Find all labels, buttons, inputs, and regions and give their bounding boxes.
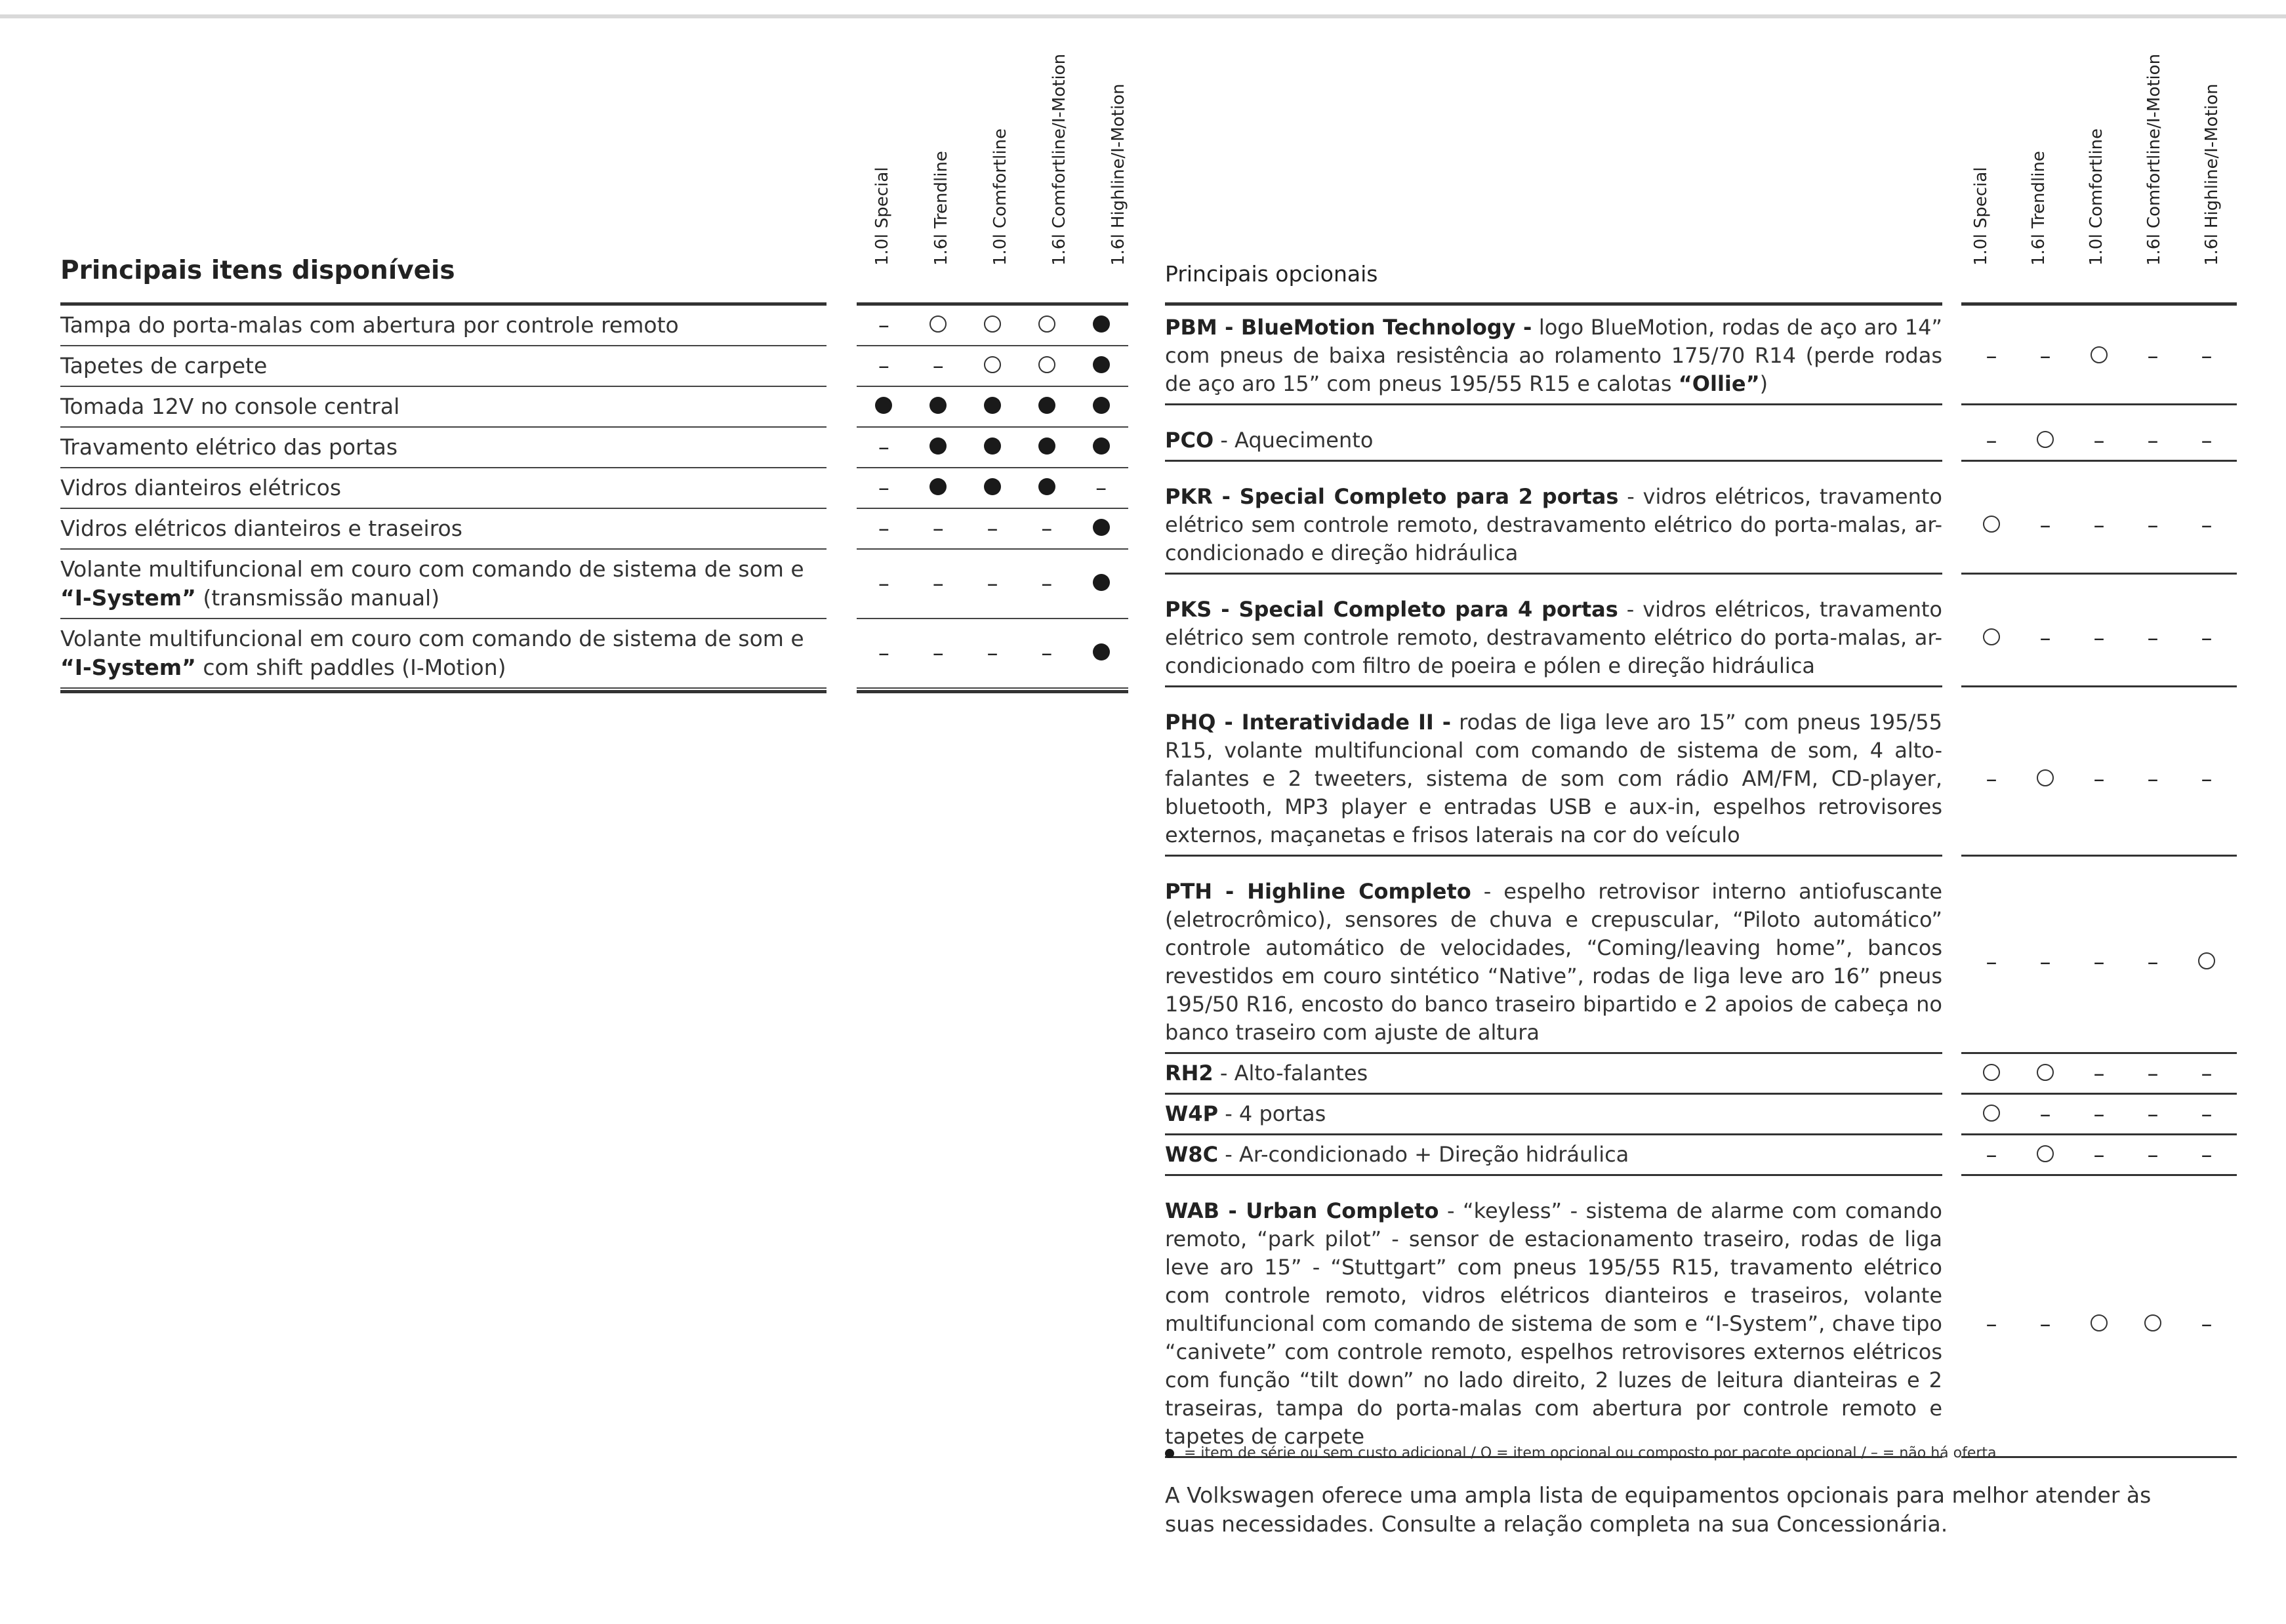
not-offered-dash-icon: [2127, 1061, 2179, 1087]
option-description: PKS - Special Completo para 4 portas - vidros elétricos, travamento elétrico sem controle remoto, destravamento elétrico do porta-malas, ar-condicionado com filtro de poeira e pólen e direção hidráulica: [1165, 590, 1942, 687]
item-label: Vidros elétricos dianteiros e traseiros: [60, 516, 462, 541]
not-offered-dash-icon: [2180, 1142, 2233, 1168]
availability-marks: [857, 468, 1128, 508]
not-offered-dash-icon: [966, 571, 1020, 597]
table-row: [60, 509, 1128, 550]
not-offered-dash-icon: [2019, 1101, 2072, 1127]
optional-item-ring-icon: [1965, 512, 2018, 538]
availability-marks: [1961, 872, 2237, 1054]
option-code: PHQ - Interatividade II -: [1165, 710, 1452, 735]
option-description: W4P - 4 portas: [1165, 1095, 1942, 1135]
optional-item-ring-icon: [1965, 625, 2018, 651]
standard-item-dot-icon: [1074, 353, 1128, 379]
legend-text: = item de série ou sem custo adicional / O = item opcional ou composto por pacote opcional / – = não há oferta: [1179, 1445, 1997, 1461]
not-offered-dash-icon: [1019, 571, 1074, 597]
availability-marks: [1961, 421, 2237, 462]
availability-marks: [1961, 1054, 2237, 1095]
not-offered-dash-icon: [2073, 766, 2125, 792]
not-offered-dash-icon: [2127, 1142, 2179, 1168]
standard-item-dot-icon: [1074, 434, 1128, 460]
option-description: RH2 - Alto-falantes: [1165, 1054, 1942, 1095]
standard-item-dot-icon: [1074, 394, 1128, 420]
table-row: [1165, 1135, 2237, 1176]
option-code: W4P: [1165, 1101, 1219, 1126]
left-col-header: 1.0l Special: [872, 167, 892, 266]
standard-item-dot-icon: [857, 394, 911, 420]
table-row: [60, 550, 1128, 619]
standard-item-dot-icon: [966, 475, 1020, 501]
top-border: [0, 14, 2286, 18]
optional-item-ring-icon: [2073, 1311, 2125, 1337]
optional-item-ring-icon: [1965, 1101, 2018, 1127]
right-col-header: 1.0l Special: [1971, 167, 1991, 266]
not-offered-dash-icon: [2127, 343, 2179, 369]
not-offered-dash-icon: [911, 353, 966, 379]
legend: [1165, 1445, 1997, 1461]
optional-item-ring-icon: [2180, 949, 2233, 975]
optional-item-ring-icon: [966, 353, 1020, 379]
left-col-header: 1.6l Comfortline/I-Motion: [1050, 53, 1069, 266]
table-row: [1165, 1192, 2237, 1458]
option-code: PKS - Special Completo para 4 portas: [1165, 597, 1618, 622]
right-col-header: 1.0l Comfortline: [2087, 128, 2106, 266]
table-row: [1165, 590, 2237, 687]
not-offered-dash-icon: [2019, 949, 2072, 975]
availability-marks: [857, 346, 1128, 386]
not-offered-dash-icon: [2180, 1311, 2233, 1337]
table-row: [60, 346, 1128, 387]
not-offered-dash-icon: [2127, 766, 2179, 792]
table-row: [60, 306, 1128, 346]
right-table-title: Principais opcionais: [1165, 261, 1378, 287]
optional-item-ring-icon: [911, 312, 966, 338]
optional-item-ring-icon: [966, 312, 1020, 338]
not-offered-dash-icon: [2180, 1061, 2233, 1087]
optional-item-ring-icon: [2019, 1142, 2072, 1168]
item-label: Tapetes de carpete: [60, 353, 268, 378]
not-offered-dash-icon: [1019, 640, 1074, 666]
standard-item-dot-icon: [966, 394, 1020, 420]
optional-item-ring-icon: [1965, 1061, 2018, 1087]
optional-item-ring-icon: [1019, 353, 1074, 379]
option-code: W8C: [1165, 1142, 1219, 1167]
option-code: PBM - BlueMotion Technology -: [1165, 315, 1532, 340]
option-code: PTH - Highline Completo: [1165, 879, 1471, 904]
not-offered-dash-icon: [2127, 949, 2179, 975]
table-row: [60, 619, 1128, 689]
not-offered-dash-icon: [2073, 1061, 2125, 1087]
standard-item-dot-icon: [1074, 312, 1128, 338]
left-column-headers: [853, 39, 1128, 285]
item-label: Volante multifuncional em couro com comando de sistema de som e “I-System” com shift paddles (I-Motion): [60, 626, 804, 680]
optional-item-ring-icon: [2019, 428, 2072, 454]
table-row: [1165, 421, 2237, 462]
availability-marks: [1961, 590, 2237, 687]
table-row: [60, 387, 1128, 428]
left-table-body: [60, 306, 1128, 689]
left-col-header: 1.6l Highline/I-Motion: [1109, 83, 1128, 266]
availability-marks: [1961, 1095, 2237, 1135]
not-offered-dash-icon: [2127, 428, 2179, 454]
not-offered-dash-icon: [2073, 1142, 2125, 1168]
table-row: [1165, 872, 2237, 1054]
right-top-rule: [1165, 302, 1942, 306]
right-col-header: 1.6l Comfortline/I-Motion: [2144, 53, 2164, 266]
standard-item-dot-icon: [1074, 516, 1128, 542]
not-offered-dash-icon: [2019, 512, 2072, 538]
availability-marks: [1961, 1192, 2237, 1458]
standard-item-dot-icon: [911, 394, 966, 420]
not-offered-dash-icon: [1074, 475, 1128, 501]
not-offered-dash-icon: [911, 640, 966, 666]
not-offered-dash-icon: [2073, 625, 2125, 651]
optional-item-ring-icon: [1019, 312, 1074, 338]
not-offered-dash-icon: [2127, 512, 2179, 538]
right-table-body: [1165, 308, 2237, 1458]
not-offered-dash-icon: [2073, 949, 2125, 975]
option-description: PBM - BlueMotion Technology - logo BlueMotion, rodas de aço aro 14” com pneus de baixa resistência ao rolamento 175/70 R14 (perde rodas de aço aro 15” com pneus 195/55 R15 e calotas “Ollie”): [1165, 308, 1942, 405]
not-offered-dash-icon: [2127, 625, 2179, 651]
option-description: WAB - Urban Completo - “keyless” - sistema de alarme com comando remoto, “park pilot” - sensor de estacionamento traseiro, rodas de liga leve aro 15” - “Stuttgart” com pneus 195/55 R15, travamento elétrico com controle remoto, vidros elétricos dianteiros e traseiros, volante multifuncional com comando de sistema de som e “I-System”, chave tipo “canivete” com controle remoto, espelhos retrovisores externos elétricos com função “tilt down” no lado direito, 2 luzes de leitura dianteiras e 2 traseiras, tampa do porta-malas com abertura por controle remoto e tapetes de carpete: [1165, 1192, 1942, 1458]
optional-item-ring-icon: [2073, 343, 2125, 369]
not-offered-dash-icon: [857, 475, 911, 501]
availability-marks: [857, 619, 1128, 687]
item-label: Vidros dianteiros elétricos: [60, 475, 342, 500]
not-offered-dash-icon: [2019, 625, 2072, 651]
availability-marks: [1961, 703, 2237, 857]
standard-item-dot-icon: [911, 475, 966, 501]
standard-item-dot-icon: [1019, 434, 1074, 460]
not-offered-dash-icon: [2180, 625, 2233, 651]
not-offered-dash-icon: [2180, 512, 2233, 538]
not-offered-dash-icon: [966, 516, 1020, 542]
left-bottom-rule: [857, 690, 1128, 693]
not-offered-dash-icon: [1019, 516, 1074, 542]
right-col-header: 1.6l Trendline: [2029, 151, 2049, 266]
not-offered-dash-icon: [2127, 1101, 2179, 1127]
table-row: [60, 428, 1128, 468]
option-code: PKR - Special Completo para 2 portas: [1165, 484, 1619, 509]
not-offered-dash-icon: [1965, 1311, 2018, 1337]
not-offered-dash-icon: [2019, 343, 2072, 369]
not-offered-dash-icon: [2180, 343, 2233, 369]
not-offered-dash-icon: [2019, 1311, 2072, 1337]
standard-item-dot-icon: [1074, 640, 1128, 666]
standard-item-dot-icon: [1019, 394, 1074, 420]
not-offered-dash-icon: [857, 434, 911, 460]
item-label: Travamento elétrico das portas: [60, 434, 398, 460]
standard-item-dot-icon: [966, 434, 1020, 460]
option-description: PTH - Highline Completo - espelho retrovisor interno antiofuscante (eletrocrômico), sensores de chuva e crepuscular, “Piloto automático” controle automático de velocidades, “Coming/leaving home”, bancos revestidos em couro sintético “Native”, rodas de liga leve aro 16” pneus 195/50 R16, encosto do banco traseiro bipartido e 2 apoios de cabeça no banco traseiro com ajuste de altura: [1165, 872, 1942, 1054]
option-description: PKR - Special Completo para 2 portas - vidros elétricos, travamento elétrico sem controle remoto, destravamento elétrico do porta-malas, ar-condicionado e direção hidráulica: [1165, 477, 1942, 575]
not-offered-dash-icon: [1965, 949, 2018, 975]
availability-marks: [1961, 308, 2237, 405]
option-code: RH2: [1165, 1061, 1214, 1086]
not-offered-dash-icon: [1965, 1142, 2018, 1168]
optional-item-ring-icon: [2019, 1061, 2072, 1087]
not-offered-dash-icon: [2073, 1101, 2125, 1127]
right-top-rule: [1961, 302, 2237, 306]
not-offered-dash-icon: [1965, 766, 2018, 792]
table-row: [1165, 1054, 2237, 1095]
option-code: WAB - Urban Completo: [1165, 1198, 1439, 1223]
not-offered-dash-icon: [2180, 1101, 2233, 1127]
left-bottom-rule: [60, 690, 827, 693]
availability-marks: [857, 306, 1128, 345]
not-offered-dash-icon: [857, 516, 911, 542]
table-row: [1165, 308, 2237, 405]
option-description: PCO - Aquecimento: [1165, 421, 1942, 462]
availability-marks: [1961, 477, 2237, 575]
not-offered-dash-icon: [2180, 428, 2233, 454]
not-offered-dash-icon: [2073, 512, 2125, 538]
not-offered-dash-icon: [857, 312, 911, 338]
availability-marks: [857, 428, 1128, 467]
not-offered-dash-icon: [857, 571, 911, 597]
right-col-header: 1.6l Highline/I-Motion: [2202, 83, 2222, 266]
item-label: Volante multifuncional em couro com comando de sistema de som e “I-System” (transmissão manual): [60, 556, 804, 611]
item-label: Tomada 12V no console central: [60, 394, 400, 419]
left-col-header: 1.6l Trendline: [931, 151, 951, 266]
not-offered-dash-icon: [911, 516, 966, 542]
left-col-header: 1.0l Comfortline: [990, 128, 1010, 266]
not-offered-dash-icon: [911, 571, 966, 597]
footnote: A Volkswagen oferece uma ampla lista de equipamentos opcionais para melhor atender às suas necessidades. Consulte a relação completa na sua Concessionária.: [1165, 1482, 2152, 1537]
not-offered-dash-icon: [966, 640, 1020, 666]
availability-marks: [1961, 1135, 2237, 1176]
not-offered-dash-icon: [857, 353, 911, 379]
standard-item-dot-icon: [1074, 571, 1128, 597]
not-offered-dash-icon: [857, 640, 911, 666]
option-description: PHQ - Interatividade II - rodas de liga leve aro 15” com pneus 195/55 R15, volante multifuncional com comando de sistema de som, 4 alto-falantes e 2 tweeters, sistema de som com rádio AM/FM, CD-player, bluetooth, MP3 player e entradas USB e aux-in, espelhos retrovisores externos, maçanetas e frisos laterais na cor do veículo: [1165, 703, 1942, 857]
not-offered-dash-icon: [2073, 428, 2125, 454]
availability-marks: [857, 509, 1128, 548]
not-offered-dash-icon: [1965, 428, 2018, 454]
left-table-title: Principais itens disponíveis: [60, 256, 455, 285]
option-code: PCO: [1165, 428, 1214, 453]
table-row: [60, 468, 1128, 509]
right-column-headers: [1951, 39, 2240, 285]
not-offered-dash-icon: [1965, 343, 2018, 369]
standard-item-dot-icon: [1019, 475, 1074, 501]
table-row: [1165, 1095, 2237, 1135]
optional-item-ring-icon: [2019, 766, 2072, 792]
item-label: Tampa do porta-malas com abertura por controle remoto: [60, 312, 679, 338]
table-row: [1165, 477, 2237, 575]
standard-item-dot-icon: [911, 434, 966, 460]
not-offered-dash-icon: [2180, 766, 2233, 792]
optional-item-ring-icon: [2127, 1311, 2179, 1337]
option-description: W8C - Ar-condicionado + Direção hidráulica: [1165, 1135, 1942, 1176]
availability-marks: [857, 550, 1128, 618]
filled-dot-icon: [1165, 1449, 1174, 1458]
table-row: [1165, 703, 2237, 857]
availability-marks: [857, 387, 1128, 426]
